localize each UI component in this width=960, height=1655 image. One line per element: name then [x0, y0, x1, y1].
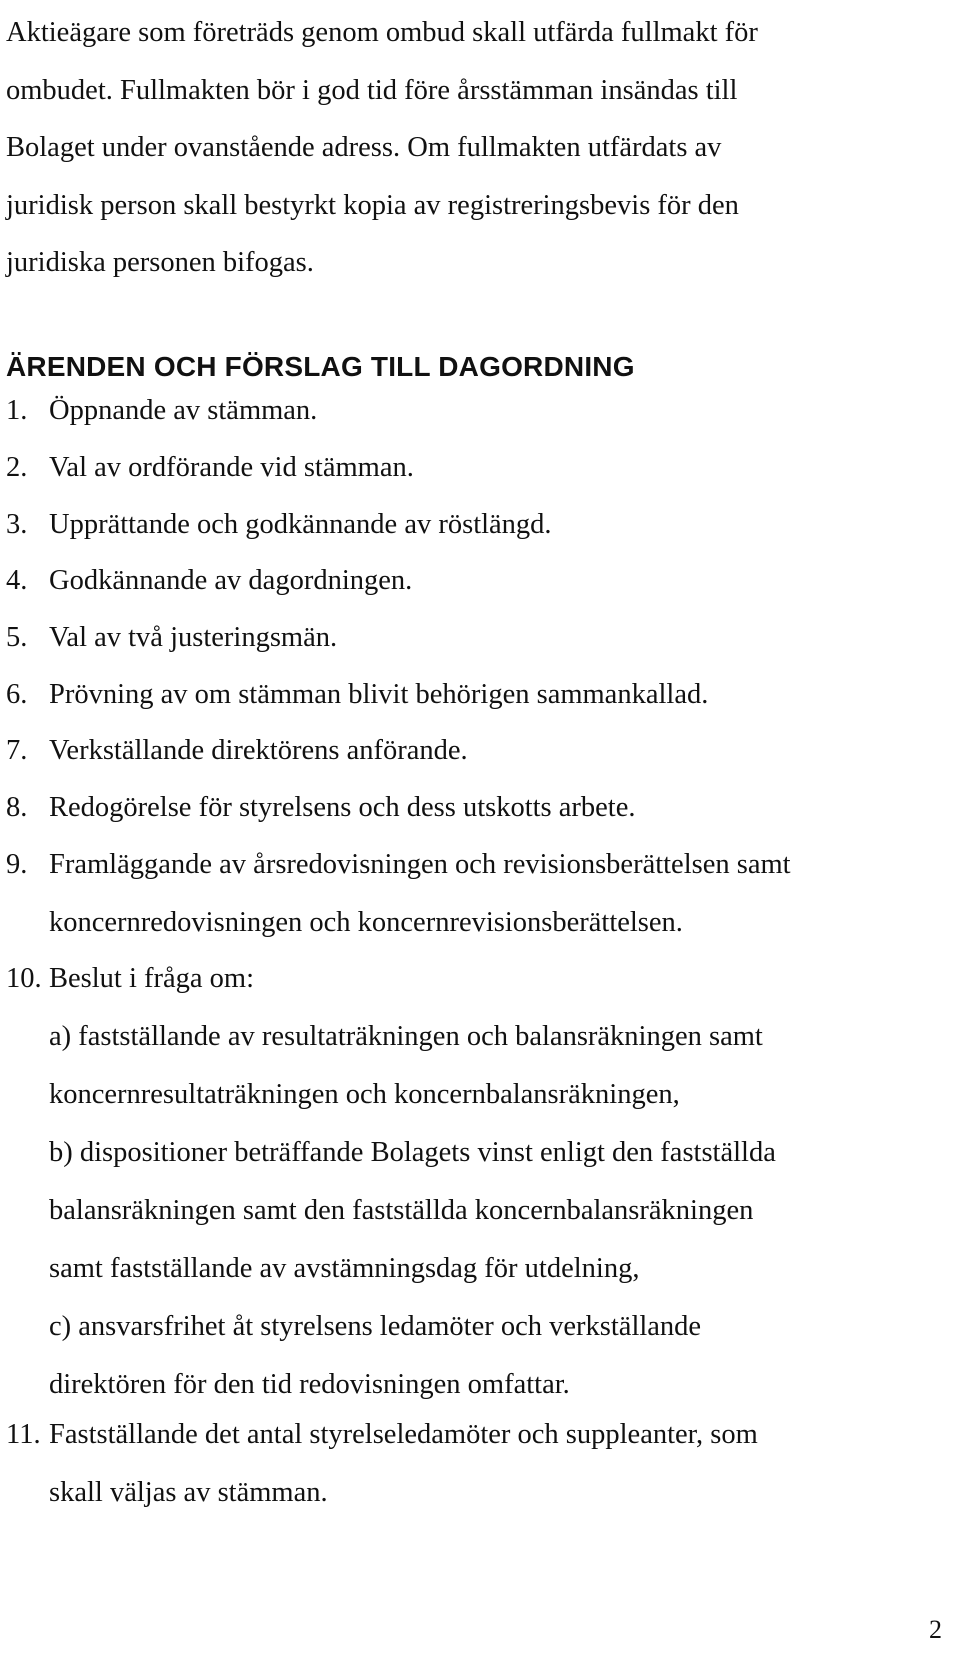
agenda-item-text: Beslut i fråga om: [49, 963, 254, 994]
page-number: 2 [929, 1615, 942, 1644]
agenda-item-text: a) fastställande av resultaträkningen och balansräkningen samt [49, 1021, 763, 1052]
intro-line: juridiska personen bifogas. [6, 247, 314, 278]
intro-line: Bolaget under ovanstående adress. Om fullmakten utfärdats av [6, 132, 722, 163]
agenda-item-number: 10. [6, 963, 42, 994]
agenda-item-number: 3. [6, 509, 28, 540]
agenda-item-number: 9. [6, 849, 28, 880]
agenda-heading: ÄRENDEN OCH FÖRSLAG TILL DAGORDNING [6, 351, 635, 382]
agenda-item-text: skall väljas av stämman. [49, 1477, 328, 1508]
agenda-item-number: 6. [6, 679, 28, 710]
intro-line: ombudet. Fullmakten bör i god tid före årsstämman insändas till [6, 74, 738, 106]
agenda-item-number: 2. [6, 452, 28, 483]
agenda-item-number: 1. [6, 395, 28, 426]
agenda-item-number: 11. [6, 1419, 41, 1450]
agenda-item-text: Öppnande av stämman. [49, 395, 318, 426]
agenda-item-text: Prövning av om stämman blivit behörigen sammankallad. [49, 679, 709, 710]
agenda-item-text: Godkännande av dagordningen. [49, 565, 413, 596]
agenda-item-text: koncernredovisningen och koncernrevisionsberättelsen. [49, 907, 683, 938]
agenda-item-number: 5. [6, 622, 28, 653]
agenda-item-text: c) ansvarsfrihet åt styrelsens ledamöter och verkställande [49, 1311, 702, 1342]
agenda-item-text: Fastställande det antal styrelseledamöter och suppleanter, som [49, 1419, 758, 1450]
agenda-item-text: Val av ordförande vid stämman. [49, 452, 414, 483]
agenda-item-text: b) dispositioner beträffande Bolagets vinst enligt den fastställda [49, 1137, 776, 1168]
agenda-item-text: samt fastställande av avstämningsdag för utdelning, [49, 1253, 640, 1284]
agenda-item-text: balansräkningen samt den fastställda koncernbalansräkningen [49, 1195, 754, 1226]
agenda-item-text: direktören för den tid redovisningen omfattar. [49, 1369, 570, 1400]
agenda-item-number: 4. [6, 565, 28, 596]
intro-line: Aktieägare som företräds genom ombud skall utfärda fullmakt för [6, 17, 758, 48]
agenda-item-text: Upprättande och godkännande av röstlängd. [49, 509, 552, 540]
intro-line: juridisk person skall bestyrkt kopia av registreringsbevis för den [6, 189, 739, 221]
agenda-item-number: 8. [6, 792, 28, 823]
agenda-item-text: koncernresultaträkningen och koncernbalansräkningen, [49, 1079, 680, 1110]
agenda-item-text: Verkställande direktörens anförande. [49, 735, 468, 766]
agenda-item-text: Redogörelse för styrelsens och dess utskotts arbete. [49, 792, 636, 823]
agenda-item-number: 7. [6, 735, 28, 766]
intro-paragraph [6, 4, 906, 292]
agenda-item-text: Val av två justeringsmän. [49, 622, 338, 653]
agenda-item-text: Framläggande av årsredovisningen och revisionsberättelsen samt [49, 849, 791, 880]
